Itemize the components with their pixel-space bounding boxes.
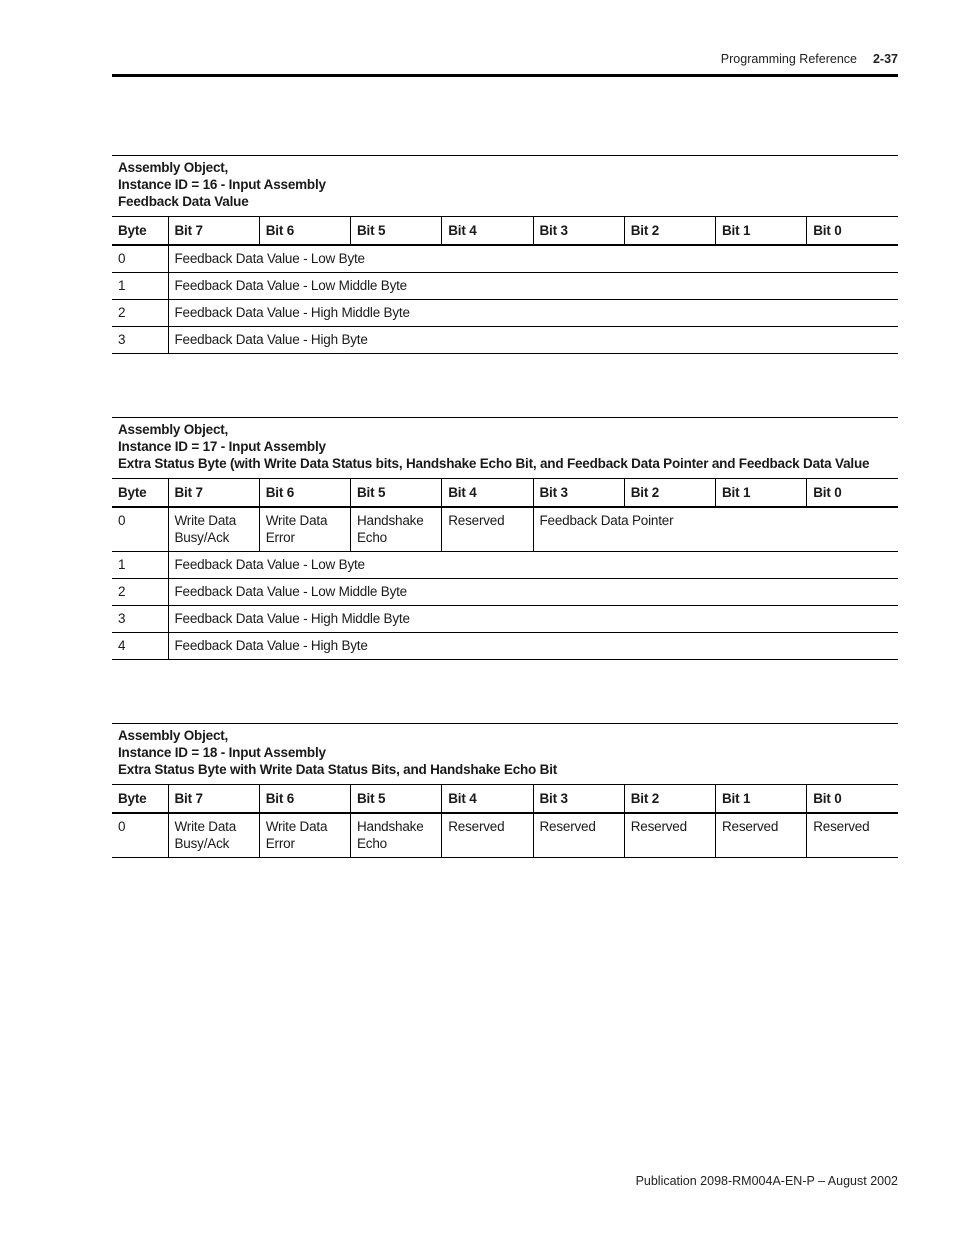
page-number: 2-37 (872, 52, 898, 66)
column-header-row: Byte Bit 7 Bit 6 Bit 5 Bit 4 Bit 3 Bit 2 Bit 1 Bit 0 (112, 479, 898, 508)
column-header-row: Byte Bit 7 Bit 6 Bit 5 Bit 4 Bit 3 Bit 2 Bit 1 Bit 0 (112, 785, 898, 814)
table-row: 0 Write Data Busy/Ack Write Data Error Handshake Echo Reserved Feedback Data Pointer (112, 507, 898, 552)
table-row: 4 Feedback Data Value - High Byte (112, 633, 898, 660)
section-title: Programming Reference (720, 52, 857, 66)
table-instance-17 (112, 417, 898, 660)
table-caption: Assembly Object, Instance ID = 16 - Input Assembly Feedback Data Value (112, 155, 898, 216)
column-header-row: Byte Bit 7 Bit 6 Bit 5 Bit 4 Bit 3 Bit 2 Bit 1 Bit 0 (112, 217, 898, 246)
table-row: 2 Feedback Data Value - High Middle Byte (112, 300, 898, 327)
table-caption: Assembly Object, Instance ID = 17 - Input Assembly Extra Status Byte (with Write Data Status bits, Handshake Echo Bit, and Feedback Data Pointer and Feedback Data Value (112, 417, 898, 478)
table-row: 0 Feedback Data Value - Low Byte (112, 245, 898, 273)
table-row: 3 Feedback Data Value - High Middle Byte (112, 606, 898, 633)
table-row: 3 Feedback Data Value - High Byte (112, 327, 898, 354)
table-row: 2 Feedback Data Value - Low Middle Byte (112, 579, 898, 606)
page-header (721, 52, 898, 66)
page-footer: Publication 2098-RM004A-EN-P – August 2002 (635, 1174, 898, 1188)
table-row: 1 Feedback Data Value - Low Middle Byte (112, 273, 898, 300)
bit-map-table (112, 216, 898, 354)
bit-map-table (112, 478, 898, 660)
header-rule (112, 74, 898, 77)
table-row: 1 Feedback Data Value - Low Byte (112, 552, 898, 579)
table-caption: Assembly Object, Instance ID = 18 - Input Assembly Extra Status Byte with Write Data Status Bits, and Handshake Echo Bit (112, 723, 898, 784)
table-row: 0 Write Data Busy/Ack Write Data Error Handshake Echo Reserved Reserved Reserved Reserved Reserved (112, 813, 898, 858)
bit-map-table (112, 784, 898, 858)
table-instance-18 (112, 723, 898, 858)
table-instance-16 (112, 155, 898, 354)
